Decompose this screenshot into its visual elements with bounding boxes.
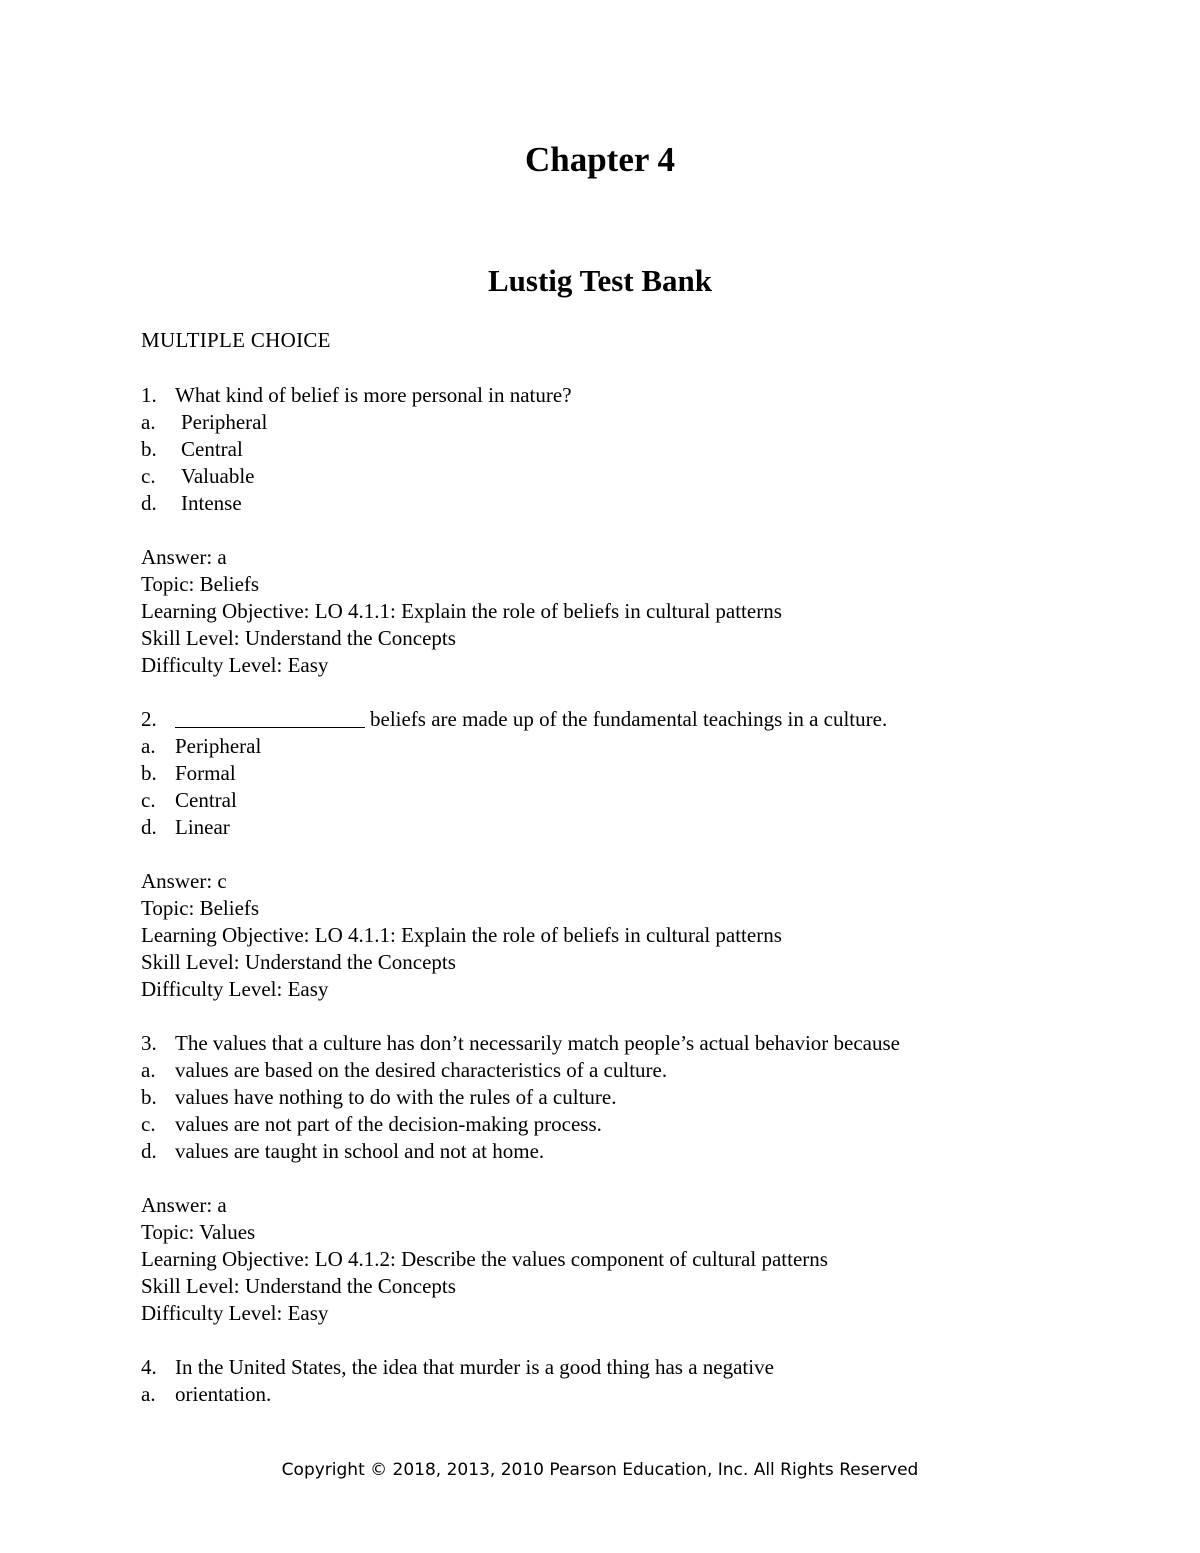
question-2-answer: Answer: c <box>141 869 227 893</box>
option-text: values are based on the desired characteristics of a culture. <box>175 1058 668 1082</box>
option-text: Intense <box>181 491 242 515</box>
option-letter: c. <box>141 788 156 812</box>
question-1-skill-level: Skill Level: Understand the Concepts <box>141 626 456 650</box>
copyright-footer: Copyright © 2018, 2013, 2010 Pearson Education, Inc. All Rights Reserved <box>281 1460 919 1480</box>
question-number: 4. <box>141 1355 157 1379</box>
option-letter: b. <box>141 1085 157 1109</box>
option-text: values are taught in school and not at home. <box>175 1139 545 1163</box>
question-3-learning-objective: Learning Objective: LO 4.1.2: Describe the values component of cultural patterns <box>141 1247 828 1271</box>
question-2-difficulty: Difficulty Level: Easy <box>141 977 329 1001</box>
question-1-topic: Topic: Beliefs <box>141 572 260 596</box>
question-2-option-c <box>141 787 237 814</box>
question-2-option-b <box>141 760 236 787</box>
question-3-skill-level: Skill Level: Understand the Concepts <box>141 1274 456 1298</box>
option-letter: d. <box>141 491 157 515</box>
question-4-stem <box>141 1354 774 1381</box>
question-text: beliefs are made up of the fundamental teachings in a culture. <box>370 707 888 731</box>
question-1-option-a <box>141 409 267 436</box>
question-2-topic: Topic: Beliefs <box>141 896 260 920</box>
option-text: Peripheral <box>175 734 262 758</box>
question-2-option-a <box>141 733 261 760</box>
option-text: Central <box>175 788 237 812</box>
question-number: 3. <box>141 1031 157 1055</box>
option-letter: c. <box>141 464 156 488</box>
question-text: What kind of belief is more personal in nature? <box>175 383 572 407</box>
option-text: values are not part of the decision-making process. <box>175 1112 602 1136</box>
option-text: orientation. <box>175 1382 272 1406</box>
option-letter: a. <box>141 1058 156 1082</box>
question-1-answer: Answer: a <box>141 545 227 569</box>
question-2-learning-objective: Learning Objective: LO 4.1.1: Explain the role of beliefs in cultural patterns <box>141 923 782 947</box>
option-letter: b. <box>141 437 157 461</box>
option-letter: c. <box>141 1112 156 1136</box>
question-number: 1. <box>141 383 157 407</box>
test-bank-subtitle: Lustig Test Bank <box>488 263 712 298</box>
option-letter: d. <box>141 1139 157 1163</box>
option-text: Linear <box>175 815 230 839</box>
question-1-learning-objective: Learning Objective: LO 4.1.1: Explain the role of beliefs in cultural patterns <box>141 599 782 623</box>
question-3-topic: Topic: Values <box>141 1220 256 1244</box>
question-number: 2. <box>141 707 157 731</box>
question-1-option-d <box>141 490 242 517</box>
question-3-option-a <box>141 1057 667 1084</box>
option-text: Valuable <box>181 464 255 488</box>
question-1-difficulty: Difficulty Level: Easy <box>141 653 329 677</box>
question-3-option-c <box>141 1111 602 1138</box>
question-2-stem <box>141 706 887 733</box>
section-heading: MULTIPLE CHOICE <box>141 328 331 352</box>
option-letter: d. <box>141 815 157 839</box>
fill-in-blank <box>175 707 365 728</box>
question-1-option-c <box>141 463 254 490</box>
option-letter: a. <box>141 410 156 434</box>
option-text: values have nothing to do with the rules of a culture. <box>175 1085 617 1109</box>
question-3-difficulty: Difficulty Level: Easy <box>141 1301 329 1325</box>
question-3-stem <box>141 1030 900 1057</box>
chapter-title: Chapter 4 <box>524 140 676 179</box>
option-letter: a. <box>141 1382 156 1406</box>
question-2-skill-level: Skill Level: Understand the Concepts <box>141 950 456 974</box>
question-3-option-b <box>141 1084 616 1111</box>
option-letter: b. <box>141 761 157 785</box>
question-4-option-a <box>141 1381 271 1408</box>
option-text: Peripheral <box>181 410 268 434</box>
option-text: Central <box>181 437 243 461</box>
question-1-stem <box>141 382 572 409</box>
question-2-option-d <box>141 814 230 841</box>
question-text: The values that a culture has don’t necessarily match people’s actual behavior because <box>175 1031 900 1055</box>
question-text: In the United States, the idea that murder is a good thing has a negative <box>175 1355 774 1379</box>
question-3-option-d <box>141 1138 544 1165</box>
question-3-answer: Answer: a <box>141 1193 227 1217</box>
option-letter: a. <box>141 734 156 758</box>
option-text: Formal <box>175 761 236 785</box>
question-1-option-b <box>141 436 243 463</box>
